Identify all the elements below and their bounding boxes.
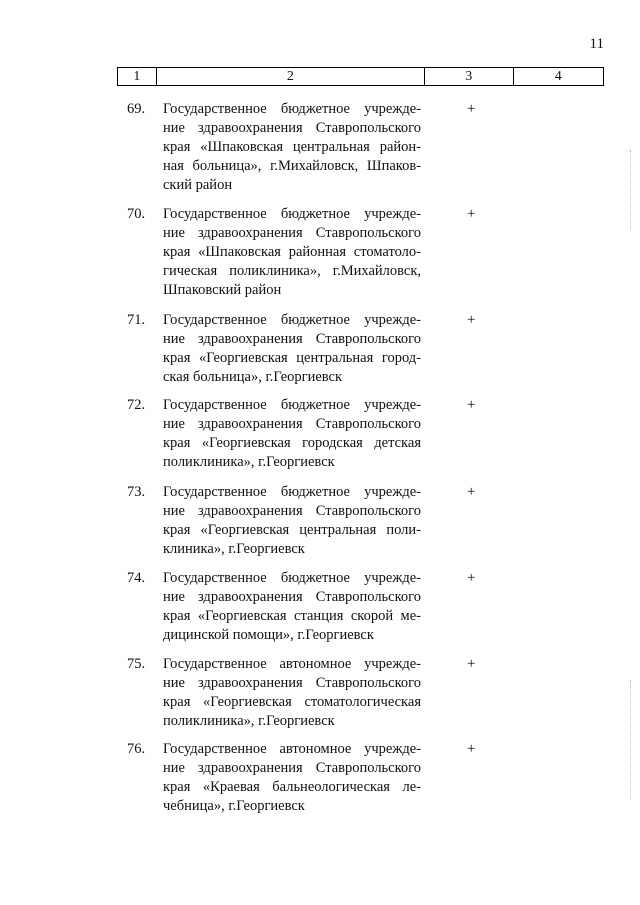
- column-header-table: [117, 67, 604, 86]
- entry-text-line: ние здравоохранения Ставропольского: [163, 225, 421, 241]
- entry-text-line: чебница», г.Георгиевск: [163, 798, 305, 814]
- entry-number: 72.: [127, 397, 146, 413]
- column-header-3: 3: [425, 68, 513, 86]
- entry-text: [163, 311, 421, 387]
- entry-mark: +: [467, 397, 476, 413]
- page-number: 11: [589, 36, 604, 52]
- entry-text-line: поликлиника», г.Георгиевск: [163, 713, 335, 729]
- entry-text: [163, 740, 421, 816]
- entry-number: 69.: [127, 101, 146, 117]
- scan-edge-dots: [630, 680, 632, 800]
- entry-mark: +: [467, 570, 476, 586]
- entry-number: 74.: [127, 570, 146, 586]
- entry-text-line: Государственное автономное учрежде-: [163, 656, 421, 672]
- entry-text-line: ние здравоохранения Ставропольского: [163, 503, 421, 519]
- entry-text-line: края «Георгиевская городская детская: [163, 435, 421, 451]
- column-header-row: [118, 68, 604, 86]
- scan-edge-dots: [630, 150, 632, 230]
- entry-text-line: ние здравоохранения Ставропольского: [163, 589, 421, 605]
- entry-text-line: края «Краевая бальнеологическая ле-: [163, 779, 421, 795]
- entry-mark: +: [467, 656, 476, 672]
- entry-number: 73.: [127, 484, 146, 500]
- entry-text-line: клиника», г.Георгиевск: [163, 541, 305, 557]
- entry-text-line: края «Георгиевская центральная поли-: [163, 522, 421, 538]
- entry-text-line: Государственное бюджетное учрежде-: [163, 570, 421, 586]
- entry-number: 76.: [127, 741, 146, 757]
- entry-text-line: Шпаковский район: [163, 282, 282, 298]
- entry-number: 71.: [127, 312, 146, 328]
- entry-text-line: ский район: [163, 177, 233, 193]
- entry-mark: +: [467, 206, 476, 222]
- entry-text-line: края «Георгиевская станция скорой ме-: [163, 608, 421, 624]
- entry-text: [163, 205, 421, 300]
- entry-number: 70.: [127, 206, 146, 222]
- entry-text-line: ние здравоохранения Ставропольского: [163, 120, 421, 136]
- entry-text-line: Государственное автономное учрежде-: [163, 741, 421, 757]
- entry-mark: +: [467, 312, 476, 328]
- entry-text: [163, 569, 421, 645]
- entry-text-line: ние здравоохранения Ставропольского: [163, 331, 421, 347]
- entry-text: [163, 100, 421, 195]
- entry-text-line: края «Шпаковская центральная район-: [163, 139, 421, 155]
- entry-text-line: края «Георгиевская стоматологическая: [163, 694, 421, 710]
- entry-text-line: ная больница», г.Михайловск, Шпаков-: [163, 158, 421, 174]
- entry-text-line: Государственное бюджетное учрежде-: [163, 397, 421, 413]
- entry-text-line: Государственное бюджетное учрежде-: [163, 101, 421, 117]
- entry-text: [163, 655, 421, 731]
- entry-number: 75.: [127, 656, 146, 672]
- column-header-2: 2: [156, 68, 424, 86]
- entry-text-line: края «Шпаковская районная стоматоло-: [163, 244, 421, 260]
- entry-text-line: гическая поликлиника», г.Михайловск,: [163, 263, 421, 279]
- entry-text: [163, 396, 421, 472]
- column-header-4: 4: [513, 68, 604, 86]
- entry-text-line: ская больница», г.Георгиевск: [163, 369, 343, 385]
- column-header-1: 1: [118, 68, 157, 86]
- entry-text-line: дицинской помощи», г.Георгиевск: [163, 627, 374, 643]
- entry-text-line: Государственное бюджетное учрежде-: [163, 484, 421, 500]
- entry-text-line: ние здравоохранения Ставропольского: [163, 760, 421, 776]
- entry-mark: +: [467, 484, 476, 500]
- entry-mark: +: [467, 101, 476, 117]
- entry-text-line: ние здравоохранения Ставропольского: [163, 416, 421, 432]
- entry-text-line: поликлиника», г.Георгиевск: [163, 454, 335, 470]
- entry-text-line: края «Георгиевская центральная город-: [163, 350, 421, 366]
- entry-text-line: Государственное бюджетное учрежде-: [163, 312, 421, 328]
- entry-text: [163, 483, 421, 559]
- entry-text-line: ние здравоохранения Ставропольского: [163, 675, 421, 691]
- entry-mark: +: [467, 741, 476, 757]
- entry-text-line: Государственное бюджетное учрежде-: [163, 206, 421, 222]
